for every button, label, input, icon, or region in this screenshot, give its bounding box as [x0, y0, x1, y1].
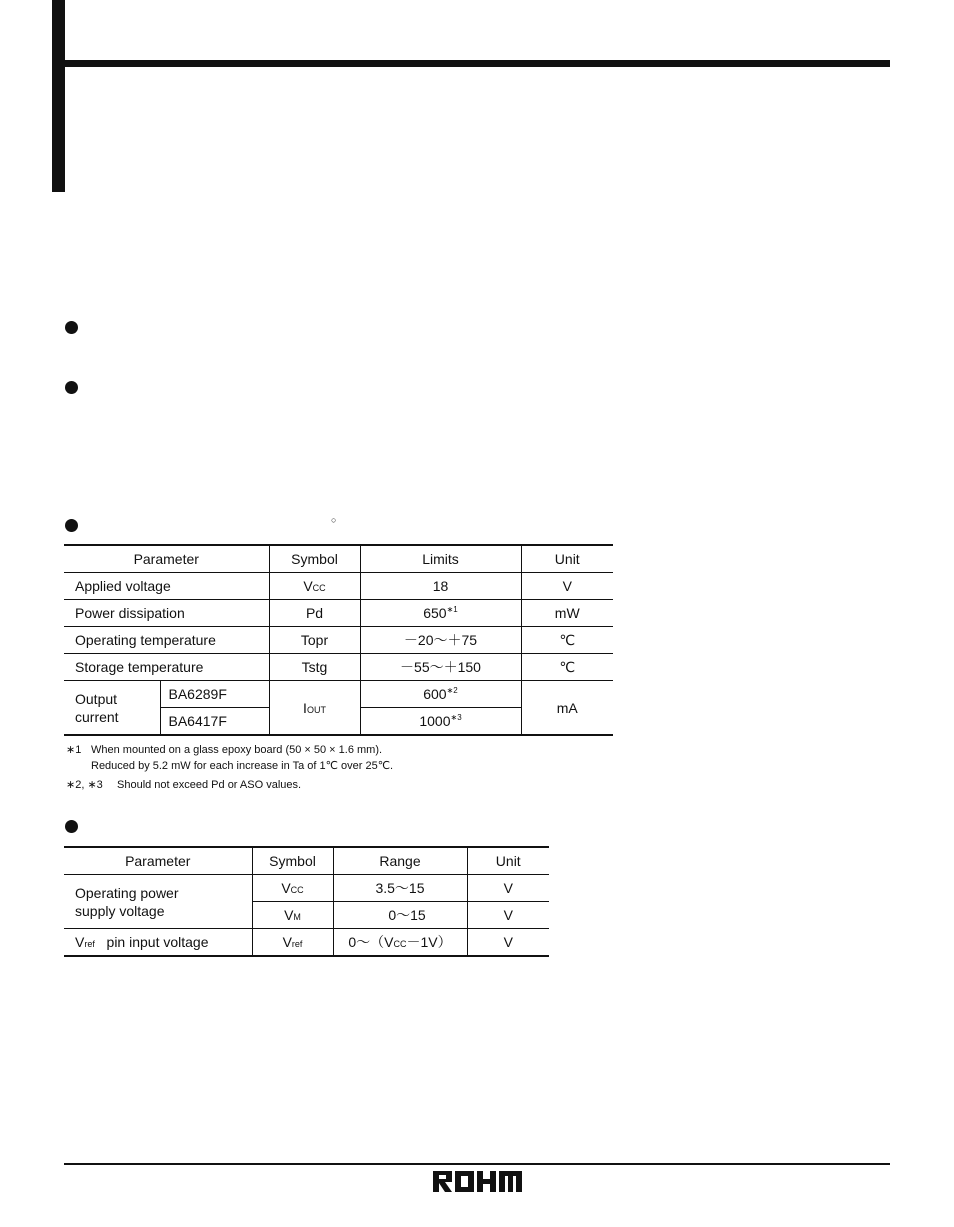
vref-parameter [64, 929, 252, 957]
table-row [64, 681, 613, 708]
parameter-cell: Applied voltage [64, 573, 269, 600]
parameter-rest: pin input voltage [106, 934, 209, 950]
parameter-cell: Storage temperature [64, 654, 269, 681]
section-bullet-2 [65, 381, 78, 394]
output-current-parameter [64, 681, 160, 736]
header-parameter: Parameter [64, 847, 252, 875]
symbol-main: V [282, 934, 292, 950]
footnote-ref: ∗2 [446, 686, 458, 695]
unit-cell: ℃ [521, 654, 613, 681]
supply-voltage-parameter [64, 875, 252, 929]
footnote-ref: ∗1 [446, 605, 458, 614]
range-sub: CC [393, 939, 407, 949]
model-cell: BA6289F [160, 681, 269, 708]
parameter-cell: Power dissipation [64, 600, 269, 627]
header-range: Range [333, 847, 467, 875]
table-header-row [64, 847, 549, 875]
unit-cell: mW [521, 600, 613, 627]
symbol-cell: Topr [269, 627, 360, 654]
limit-cell: －20～＋75 [360, 627, 521, 654]
header-symbol: Symbol [252, 847, 333, 875]
section-bullet-1 [65, 321, 78, 334]
header-unit: Unit [467, 847, 549, 875]
footnote-1-continued: Reduced by 5.2 mW for each increase in Ta of 1℃ over 25℃. [91, 760, 394, 772]
limit-cell [360, 708, 521, 736]
header-top-rule [52, 60, 890, 67]
symbol-sub: CC [312, 583, 326, 593]
symbol-cell [252, 875, 333, 902]
symbol-sub: M [293, 912, 301, 922]
footnote-text: When mounted on a glass epoxy board (50 × 50 × 1.6 mm). [91, 744, 383, 756]
unit-cell: V [521, 573, 613, 600]
limit-value: 600 [423, 686, 447, 702]
parameter-line-1: Output [75, 690, 118, 707]
symbol-sub: ref [291, 939, 303, 949]
degree-mark: ○ [331, 515, 337, 525]
footnote-ref: ∗3 [450, 713, 462, 722]
parameter-main: V [75, 934, 85, 950]
table-row [64, 875, 549, 902]
limit-cell [360, 600, 521, 627]
limit-value: 1000 [419, 713, 451, 729]
table-row [64, 627, 613, 654]
symbol-main: V [281, 880, 291, 896]
header-parameter: Parameter [64, 545, 269, 573]
footnote-2 [66, 777, 393, 793]
footnote-mark: ∗1 [66, 744, 82, 756]
table-row [64, 929, 549, 957]
parameter-sub: ref [84, 939, 95, 949]
limit-cell [360, 681, 521, 708]
unit-cell: ℃ [521, 627, 613, 654]
table-row [64, 573, 613, 600]
unit-cell: V [467, 875, 549, 902]
range-prefix: 0～（V [348, 934, 394, 950]
range-cell: 0～15 [333, 902, 467, 929]
symbol-cell: Tstg [269, 654, 360, 681]
model-cell: BA6417F [160, 708, 269, 736]
table-row [64, 654, 613, 681]
unit-cell: mA [521, 681, 613, 736]
unit-cell: V [467, 929, 549, 957]
unit-cell: V [467, 902, 549, 929]
limit-cell: －55～＋150 [360, 654, 521, 681]
symbol-cell [269, 573, 360, 600]
symbol-main: I [303, 699, 307, 716]
symbol-cell [269, 681, 360, 736]
section-bullet-absolute-max [65, 519, 78, 532]
header-unit: Unit [521, 545, 613, 573]
rohm-logo [433, 1171, 522, 1197]
symbol-main: V [284, 907, 294, 923]
table-row [64, 600, 613, 627]
table-header-row [64, 545, 613, 573]
header-side-bar [52, 0, 65, 192]
symbol-sub: OUT [306, 704, 326, 715]
limit-cell [360, 573, 521, 600]
footnote-mark: ∗2, ∗3 [66, 779, 103, 791]
symbol-main: V [303, 578, 313, 594]
symbol-sub: CC [290, 885, 304, 895]
footnote-1 [66, 742, 393, 758]
limit-value: 650 [423, 605, 447, 621]
footer-rule [64, 1163, 890, 1165]
range-cell [333, 929, 467, 957]
symbol-cell [252, 902, 333, 929]
limit-value: 18 [432, 578, 449, 594]
symbol-cell [252, 929, 333, 957]
parameter-line-2: current [75, 708, 119, 725]
range-suffix: －1V） [406, 934, 452, 950]
parameter-line-2: supply voltage [75, 902, 165, 919]
recommended-conditions-table [64, 846, 549, 957]
absolute-max-table [64, 544, 613, 736]
footnote-text: Should not exceed Pd or ASO values. [117, 779, 302, 791]
header-limits: Limits [360, 545, 521, 573]
parameter-line-1: Operating power [75, 884, 179, 901]
header-symbol: Symbol [269, 545, 360, 573]
parameter-cell: Operating temperature [64, 627, 269, 654]
section-bullet-recommended [65, 820, 78, 833]
symbol-cell: Pd [269, 600, 360, 627]
range-cell: 3.5～15 [333, 875, 467, 902]
footnotes [66, 742, 393, 793]
